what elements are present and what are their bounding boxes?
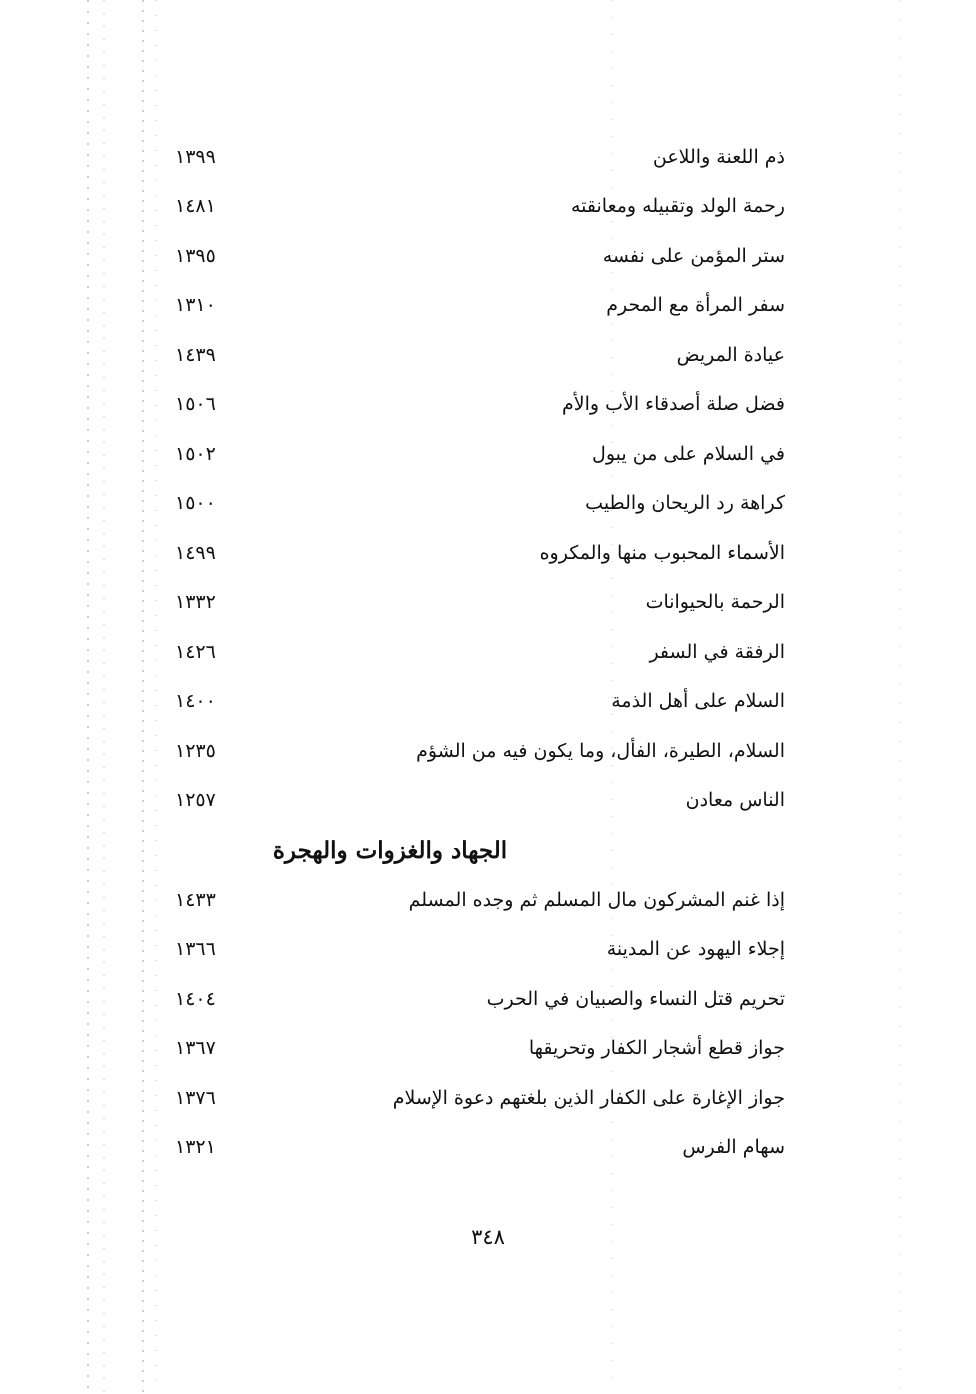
index-ref-number: ١٤٠٤ bbox=[175, 987, 216, 1010]
index-row bbox=[175, 974, 785, 1024]
index-topic: عيادة المريض bbox=[676, 343, 785, 366]
index-ref-number: ١٣٦٦ bbox=[175, 938, 216, 961]
index-topic: سهام الفرس bbox=[682, 1136, 785, 1159]
index-row bbox=[175, 726, 785, 776]
index-ref-number: ١٤٢٦ bbox=[175, 640, 216, 663]
index-ref-number: ١٢٣٥ bbox=[175, 739, 216, 762]
index-row bbox=[175, 578, 785, 628]
index-ref-number: ١٣١٠ bbox=[175, 294, 216, 317]
index-row bbox=[175, 281, 785, 331]
index-ref-number: ١٣٩٩ bbox=[175, 145, 216, 168]
index-row bbox=[175, 429, 785, 479]
index-row bbox=[175, 776, 785, 826]
index-row bbox=[175, 925, 785, 975]
index-topic: الرفقة في السفر bbox=[649, 640, 785, 663]
index-row bbox=[175, 182, 785, 232]
page-number: ٣٤٨ bbox=[471, 1225, 505, 1249]
index-ref-number: ١٥٠٢ bbox=[175, 442, 216, 465]
index-row bbox=[175, 132, 785, 182]
index-row bbox=[175, 380, 785, 430]
index-topic: إجلاء اليهود عن المدينة bbox=[606, 938, 785, 961]
index-row bbox=[175, 1073, 785, 1123]
index-topic: إذا غنم المشركون مال المسلم ثم وجده المسلم bbox=[408, 888, 785, 911]
index-row bbox=[175, 1024, 785, 1074]
index-ref-number: ١٤٩٩ bbox=[175, 541, 216, 564]
index-topic: السلام، الطيرة، الفأل، وما يكون فيه من الشؤم bbox=[416, 739, 785, 762]
index-topic: ستر المؤمن على نفسه bbox=[602, 244, 785, 267]
index-row bbox=[175, 528, 785, 578]
index-topic: رحمة الولد وتقبيله ومعانقته bbox=[570, 195, 785, 218]
index-row bbox=[175, 677, 785, 727]
index-ref-number: ١٢٥٧ bbox=[175, 789, 216, 812]
index-ref-number: ١٣٢١ bbox=[175, 1136, 216, 1159]
section-heading: الجهاد والغزوات والهجرة bbox=[272, 836, 508, 864]
index-row bbox=[175, 875, 785, 925]
index-topic: كراهة رد الريحان والطيب bbox=[585, 492, 785, 515]
index-ref-number: ١٥٠٦ bbox=[175, 393, 216, 416]
index-topic: تحريم قتل النساء والصبيان في الحرب bbox=[486, 987, 785, 1010]
index-topic: الناس معادن bbox=[685, 789, 785, 812]
index-topic: سفر المرأة مع المحرم bbox=[606, 294, 785, 317]
index-ref-number: ١٤٣٩ bbox=[175, 343, 216, 366]
index-ref-number: ١٤٣٣ bbox=[175, 888, 216, 911]
index-ref-number: ١٥٠٠ bbox=[175, 492, 216, 515]
index-row bbox=[175, 479, 785, 529]
index-topic: فضل صلة أصدقاء الأب والأم bbox=[562, 393, 785, 416]
index-list bbox=[175, 132, 785, 1172]
index-ref-number: ١٣٣٢ bbox=[175, 591, 216, 614]
index-topic: الرحمة بالحيوانات bbox=[645, 591, 785, 614]
index-row bbox=[175, 330, 785, 380]
index-ref-number: ١٤٠٠ bbox=[175, 690, 216, 713]
index-topic: جواز الإغارة على الكفار الذين بلغتهم دعوة الإسلام bbox=[392, 1086, 785, 1109]
index-topic: في السلام على من يبول bbox=[592, 442, 785, 465]
index-row bbox=[175, 231, 785, 281]
index-ref-number: ١٣٩٥ bbox=[175, 244, 216, 267]
index-ref-number: ١٣٧٦ bbox=[175, 1086, 216, 1109]
index-topic: جواز قطع أشجار الكفار وتحريقها bbox=[528, 1037, 785, 1060]
index-topic: السلام على أهل الذمة bbox=[611, 690, 785, 713]
index-topic: الأسماء المحبوب منها والمكروه bbox=[539, 541, 785, 564]
index-ref-number: ١٤٨١ bbox=[175, 195, 216, 218]
index-row bbox=[175, 1123, 785, 1173]
index-ref-number: ١٣٦٧ bbox=[175, 1037, 216, 1060]
index-row bbox=[175, 627, 785, 677]
index-topic: ذم اللعنة واللاعن bbox=[652, 145, 785, 168]
